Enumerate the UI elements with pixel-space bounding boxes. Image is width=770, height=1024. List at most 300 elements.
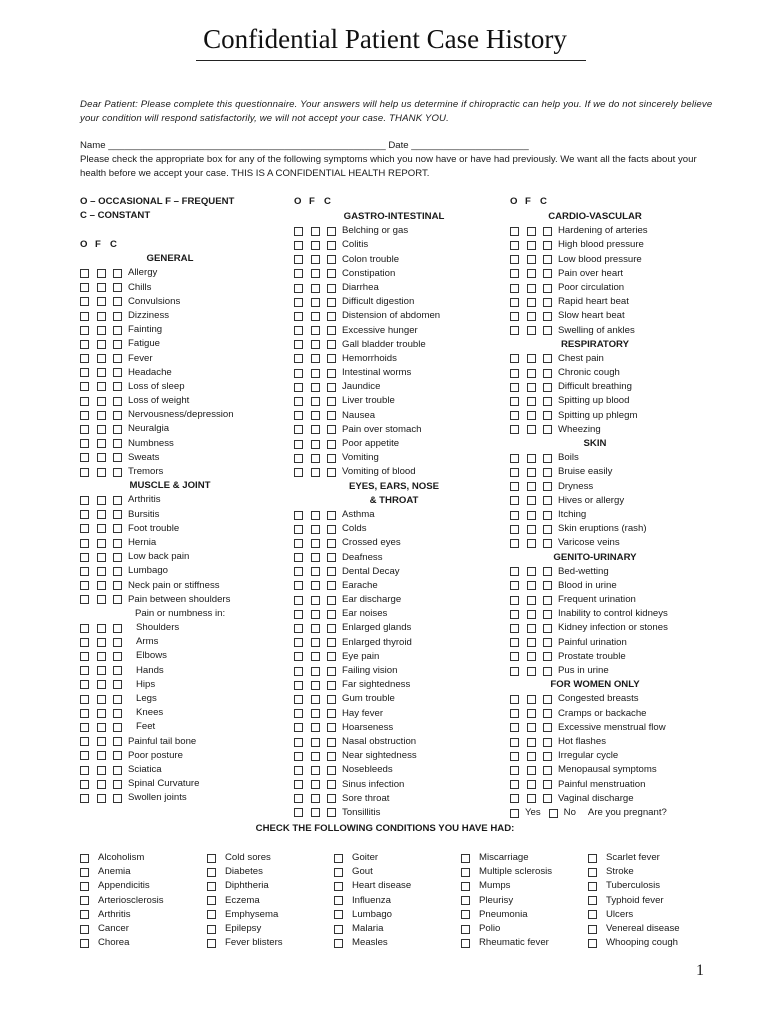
constant-checkbox[interactable] <box>113 624 122 633</box>
occasional-checkbox[interactable] <box>80 468 89 477</box>
occasional-checkbox[interactable] <box>294 709 303 718</box>
constant-checkbox[interactable] <box>327 723 336 732</box>
constant-checkbox[interactable] <box>543 567 552 576</box>
constant-checkbox[interactable] <box>543 354 552 363</box>
frequent-checkbox[interactable] <box>311 695 320 704</box>
constant-checkbox[interactable] <box>113 581 122 590</box>
frequent-checkbox[interactable] <box>311 340 320 349</box>
frequent-checkbox[interactable] <box>311 780 320 789</box>
constant-checkbox[interactable] <box>327 766 336 775</box>
constant-checkbox[interactable] <box>543 709 552 718</box>
occasional-checkbox[interactable] <box>80 510 89 519</box>
condition-checkbox[interactable] <box>461 854 470 863</box>
occasional-checkbox[interactable] <box>294 652 303 661</box>
occasional-checkbox[interactable] <box>510 723 519 732</box>
occasional-checkbox[interactable] <box>80 368 89 377</box>
frequent-checkbox[interactable] <box>311 539 320 548</box>
constant-checkbox[interactable] <box>113 780 122 789</box>
frequent-checkbox[interactable] <box>527 269 536 278</box>
constant-checkbox[interactable] <box>113 652 122 661</box>
condition-checkbox[interactable] <box>461 868 470 877</box>
frequent-checkbox[interactable] <box>527 482 536 491</box>
constant-checkbox[interactable] <box>113 695 122 704</box>
frequent-checkbox[interactable] <box>311 383 320 392</box>
occasional-checkbox[interactable] <box>510 255 519 264</box>
frequent-checkbox[interactable] <box>97 680 106 689</box>
constant-checkbox[interactable] <box>327 298 336 307</box>
constant-checkbox[interactable] <box>113 425 122 434</box>
occasional-checkbox[interactable] <box>80 496 89 505</box>
frequent-checkbox[interactable] <box>97 638 106 647</box>
occasional-checkbox[interactable] <box>294 794 303 803</box>
constant-checkbox[interactable] <box>113 680 122 689</box>
constant-checkbox[interactable] <box>543 511 552 520</box>
constant-checkbox[interactable] <box>113 567 122 576</box>
occasional-checkbox[interactable] <box>80 652 89 661</box>
constant-checkbox[interactable] <box>543 241 552 250</box>
condition-checkbox[interactable] <box>207 896 216 905</box>
frequent-checkbox[interactable] <box>311 511 320 520</box>
frequent-checkbox[interactable] <box>311 738 320 747</box>
occasional-checkbox[interactable] <box>510 581 519 590</box>
frequent-checkbox[interactable] <box>97 709 106 718</box>
constant-checkbox[interactable] <box>543 766 552 775</box>
occasional-checkbox[interactable] <box>510 425 519 434</box>
occasional-checkbox[interactable] <box>510 567 519 576</box>
frequent-checkbox[interactable] <box>311 624 320 633</box>
frequent-checkbox[interactable] <box>311 808 320 817</box>
constant-checkbox[interactable] <box>113 496 122 505</box>
condition-checkbox[interactable] <box>334 939 343 948</box>
occasional-checkbox[interactable] <box>294 581 303 590</box>
frequent-checkbox[interactable] <box>527 454 536 463</box>
constant-checkbox[interactable] <box>543 596 552 605</box>
frequent-checkbox[interactable] <box>97 794 106 803</box>
occasional-checkbox[interactable] <box>510 298 519 307</box>
frequent-checkbox[interactable] <box>97 326 106 335</box>
frequent-checkbox[interactable] <box>97 524 106 533</box>
frequent-checkbox[interactable] <box>311 766 320 775</box>
frequent-checkbox[interactable] <box>311 284 320 293</box>
constant-checkbox[interactable] <box>113 397 122 406</box>
frequent-checkbox[interactable] <box>97 666 106 675</box>
occasional-checkbox[interactable] <box>510 525 519 534</box>
constant-checkbox[interactable] <box>327 468 336 477</box>
condition-checkbox[interactable] <box>588 896 597 905</box>
condition-checkbox[interactable] <box>461 925 470 934</box>
constant-checkbox[interactable] <box>543 284 552 293</box>
constant-checkbox[interactable] <box>327 539 336 548</box>
constant-checkbox[interactable] <box>327 425 336 434</box>
occasional-checkbox[interactable] <box>80 425 89 434</box>
constant-checkbox[interactable] <box>113 312 122 321</box>
constant-checkbox[interactable] <box>543 496 552 505</box>
condition-checkbox[interactable] <box>334 910 343 919</box>
frequent-checkbox[interactable] <box>527 652 536 661</box>
occasional-checkbox[interactable] <box>510 539 519 548</box>
occasional-checkbox[interactable] <box>294 269 303 278</box>
frequent-checkbox[interactable] <box>527 567 536 576</box>
constant-checkbox[interactable] <box>327 227 336 236</box>
constant-checkbox[interactable] <box>543 667 552 676</box>
frequent-checkbox[interactable] <box>527 468 536 477</box>
occasional-checkbox[interactable] <box>510 468 519 477</box>
frequent-checkbox[interactable] <box>311 752 320 761</box>
constant-checkbox[interactable] <box>543 610 552 619</box>
occasional-checkbox[interactable] <box>294 525 303 534</box>
constant-checkbox[interactable] <box>113 638 122 647</box>
occasional-checkbox[interactable] <box>80 439 89 448</box>
frequent-checkbox[interactable] <box>527 581 536 590</box>
occasional-checkbox[interactable] <box>80 354 89 363</box>
constant-checkbox[interactable] <box>543 624 552 633</box>
occasional-checkbox[interactable] <box>80 283 89 292</box>
constant-checkbox[interactable] <box>113 723 122 732</box>
frequent-checkbox[interactable] <box>527 766 536 775</box>
constant-checkbox[interactable] <box>327 667 336 676</box>
frequent-checkbox[interactable] <box>311 255 320 264</box>
occasional-checkbox[interactable] <box>80 709 89 718</box>
constant-checkbox[interactable] <box>543 652 552 661</box>
constant-checkbox[interactable] <box>543 454 552 463</box>
constant-checkbox[interactable] <box>327 525 336 534</box>
constant-checkbox[interactable] <box>113 340 122 349</box>
occasional-checkbox[interactable] <box>510 511 519 520</box>
constant-checkbox[interactable] <box>113 411 122 420</box>
occasional-checkbox[interactable] <box>80 638 89 647</box>
occasional-checkbox[interactable] <box>294 284 303 293</box>
frequent-checkbox[interactable] <box>97 340 106 349</box>
condition-checkbox[interactable] <box>80 854 89 863</box>
occasional-checkbox[interactable] <box>294 227 303 236</box>
frequent-checkbox[interactable] <box>527 397 536 406</box>
frequent-checkbox[interactable] <box>527 780 536 789</box>
occasional-checkbox[interactable] <box>510 354 519 363</box>
condition-checkbox[interactable] <box>334 882 343 891</box>
condition-checkbox[interactable] <box>334 854 343 863</box>
occasional-checkbox[interactable] <box>294 312 303 321</box>
frequent-checkbox[interactable] <box>527 425 536 434</box>
constant-checkbox[interactable] <box>327 354 336 363</box>
occasional-checkbox[interactable] <box>80 751 89 760</box>
occasional-checkbox[interactable] <box>294 255 303 264</box>
occasional-checkbox[interactable] <box>80 595 89 604</box>
occasional-checkbox[interactable] <box>294 454 303 463</box>
occasional-checkbox[interactable] <box>80 524 89 533</box>
frequent-checkbox[interactable] <box>527 312 536 321</box>
condition-checkbox[interactable] <box>588 910 597 919</box>
occasional-checkbox[interactable] <box>80 666 89 675</box>
occasional-checkbox[interactable] <box>510 411 519 420</box>
frequent-checkbox[interactable] <box>311 369 320 378</box>
frequent-checkbox[interactable] <box>311 269 320 278</box>
constant-checkbox[interactable] <box>113 666 122 675</box>
frequent-checkbox[interactable] <box>311 326 320 335</box>
frequent-checkbox[interactable] <box>97 297 106 306</box>
occasional-checkbox[interactable] <box>294 539 303 548</box>
constant-checkbox[interactable] <box>113 354 122 363</box>
condition-checkbox[interactable] <box>461 939 470 948</box>
constant-checkbox[interactable] <box>327 369 336 378</box>
frequent-checkbox[interactable] <box>311 298 320 307</box>
frequent-checkbox[interactable] <box>527 624 536 633</box>
constant-checkbox[interactable] <box>113 524 122 533</box>
constant-checkbox[interactable] <box>327 581 336 590</box>
occasional-checkbox[interactable] <box>80 312 89 321</box>
occasional-checkbox[interactable] <box>294 411 303 420</box>
occasional-checkbox[interactable] <box>80 297 89 306</box>
occasional-checkbox[interactable] <box>294 780 303 789</box>
constant-checkbox[interactable] <box>327 624 336 633</box>
frequent-checkbox[interactable] <box>527 241 536 250</box>
occasional-checkbox[interactable] <box>80 397 89 406</box>
condition-checkbox[interactable] <box>80 925 89 934</box>
frequent-checkbox[interactable] <box>311 440 320 449</box>
occasional-checkbox[interactable] <box>80 780 89 789</box>
occasional-checkbox[interactable] <box>294 354 303 363</box>
constant-checkbox[interactable] <box>543 312 552 321</box>
name-date-line[interactable]: Name ____________________________________________________ Date ______________________ <box>80 140 529 151</box>
constant-checkbox[interactable] <box>327 808 336 817</box>
frequent-checkbox[interactable] <box>97 766 106 775</box>
frequent-checkbox[interactable] <box>527 227 536 236</box>
constant-checkbox[interactable] <box>327 255 336 264</box>
occasional-checkbox[interactable] <box>294 298 303 307</box>
condition-checkbox[interactable] <box>334 896 343 905</box>
constant-checkbox[interactable] <box>543 227 552 236</box>
frequent-checkbox[interactable] <box>527 667 536 676</box>
frequent-checkbox[interactable] <box>97 382 106 391</box>
occasional-checkbox[interactable] <box>510 496 519 505</box>
constant-checkbox[interactable] <box>113 766 122 775</box>
condition-checkbox[interactable] <box>207 910 216 919</box>
frequent-checkbox[interactable] <box>97 695 106 704</box>
constant-checkbox[interactable] <box>113 595 122 604</box>
frequent-checkbox[interactable] <box>311 468 320 477</box>
constant-checkbox[interactable] <box>113 269 122 278</box>
occasional-checkbox[interactable] <box>510 709 519 718</box>
constant-checkbox[interactable] <box>543 269 552 278</box>
occasional-checkbox[interactable] <box>294 425 303 434</box>
constant-checkbox[interactable] <box>327 284 336 293</box>
constant-checkbox[interactable] <box>327 312 336 321</box>
constant-checkbox[interactable] <box>327 567 336 576</box>
frequent-checkbox[interactable] <box>97 496 106 505</box>
pregnant-yes-checkbox[interactable] <box>510 809 519 818</box>
constant-checkbox[interactable] <box>327 454 336 463</box>
constant-checkbox[interactable] <box>327 397 336 406</box>
frequent-checkbox[interactable] <box>527 255 536 264</box>
occasional-checkbox[interactable] <box>510 766 519 775</box>
constant-checkbox[interactable] <box>113 751 122 760</box>
constant-checkbox[interactable] <box>327 340 336 349</box>
constant-checkbox[interactable] <box>543 525 552 534</box>
occasional-checkbox[interactable] <box>510 695 519 704</box>
constant-checkbox[interactable] <box>327 681 336 690</box>
frequent-checkbox[interactable] <box>527 354 536 363</box>
constant-checkbox[interactable] <box>543 298 552 307</box>
constant-checkbox[interactable] <box>327 610 336 619</box>
occasional-checkbox[interactable] <box>294 766 303 775</box>
constant-checkbox[interactable] <box>327 780 336 789</box>
constant-checkbox[interactable] <box>113 709 122 718</box>
occasional-checkbox[interactable] <box>510 454 519 463</box>
condition-checkbox[interactable] <box>588 854 597 863</box>
occasional-checkbox[interactable] <box>80 737 89 746</box>
occasional-checkbox[interactable] <box>510 652 519 661</box>
condition-checkbox[interactable] <box>588 939 597 948</box>
occasional-checkbox[interactable] <box>294 808 303 817</box>
frequent-checkbox[interactable] <box>311 681 320 690</box>
constant-checkbox[interactable] <box>327 440 336 449</box>
constant-checkbox[interactable] <box>543 638 552 647</box>
frequent-checkbox[interactable] <box>311 667 320 676</box>
occasional-checkbox[interactable] <box>294 369 303 378</box>
constant-checkbox[interactable] <box>543 255 552 264</box>
frequent-checkbox[interactable] <box>527 326 536 335</box>
frequent-checkbox[interactable] <box>527 284 536 293</box>
occasional-checkbox[interactable] <box>294 624 303 633</box>
occasional-checkbox[interactable] <box>294 723 303 732</box>
occasional-checkbox[interactable] <box>294 468 303 477</box>
frequent-checkbox[interactable] <box>97 595 106 604</box>
frequent-checkbox[interactable] <box>527 752 536 761</box>
condition-checkbox[interactable] <box>207 854 216 863</box>
frequent-checkbox[interactable] <box>97 567 106 576</box>
constant-checkbox[interactable] <box>113 439 122 448</box>
frequent-checkbox[interactable] <box>527 539 536 548</box>
constant-checkbox[interactable] <box>327 241 336 250</box>
occasional-checkbox[interactable] <box>510 326 519 335</box>
frequent-checkbox[interactable] <box>527 411 536 420</box>
constant-checkbox[interactable] <box>543 581 552 590</box>
occasional-checkbox[interactable] <box>510 312 519 321</box>
frequent-checkbox[interactable] <box>311 723 320 732</box>
constant-checkbox[interactable] <box>543 738 552 747</box>
constant-checkbox[interactable] <box>327 411 336 420</box>
frequent-checkbox[interactable] <box>97 425 106 434</box>
constant-checkbox[interactable] <box>327 709 336 718</box>
constant-checkbox[interactable] <box>113 794 122 803</box>
constant-checkbox[interactable] <box>327 383 336 392</box>
frequent-checkbox[interactable] <box>311 610 320 619</box>
frequent-checkbox[interactable] <box>311 553 320 562</box>
constant-checkbox[interactable] <box>327 596 336 605</box>
frequent-checkbox[interactable] <box>97 723 106 732</box>
occasional-checkbox[interactable] <box>294 553 303 562</box>
frequent-checkbox[interactable] <box>97 539 106 548</box>
occasional-checkbox[interactable] <box>80 680 89 689</box>
occasional-checkbox[interactable] <box>510 241 519 250</box>
occasional-checkbox[interactable] <box>80 695 89 704</box>
constant-checkbox[interactable] <box>113 368 122 377</box>
frequent-checkbox[interactable] <box>527 695 536 704</box>
condition-checkbox[interactable] <box>207 939 216 948</box>
frequent-checkbox[interactable] <box>527 596 536 605</box>
occasional-checkbox[interactable] <box>510 752 519 761</box>
occasional-checkbox[interactable] <box>294 326 303 335</box>
condition-checkbox[interactable] <box>461 882 470 891</box>
frequent-checkbox[interactable] <box>527 298 536 307</box>
constant-checkbox[interactable] <box>113 553 122 562</box>
frequent-checkbox[interactable] <box>527 709 536 718</box>
frequent-checkbox[interactable] <box>311 567 320 576</box>
frequent-checkbox[interactable] <box>311 596 320 605</box>
frequent-checkbox[interactable] <box>97 453 106 462</box>
occasional-checkbox[interactable] <box>80 411 89 420</box>
frequent-checkbox[interactable] <box>97 397 106 406</box>
frequent-checkbox[interactable] <box>311 425 320 434</box>
condition-checkbox[interactable] <box>588 925 597 934</box>
occasional-checkbox[interactable] <box>80 269 89 278</box>
constant-checkbox[interactable] <box>113 510 122 519</box>
occasional-checkbox[interactable] <box>294 638 303 647</box>
frequent-checkbox[interactable] <box>311 227 320 236</box>
occasional-checkbox[interactable] <box>294 752 303 761</box>
frequent-checkbox[interactable] <box>97 468 106 477</box>
condition-checkbox[interactable] <box>80 882 89 891</box>
occasional-checkbox[interactable] <box>294 440 303 449</box>
frequent-checkbox[interactable] <box>311 638 320 647</box>
frequent-checkbox[interactable] <box>527 738 536 747</box>
frequent-checkbox[interactable] <box>97 283 106 292</box>
occasional-checkbox[interactable] <box>80 766 89 775</box>
occasional-checkbox[interactable] <box>80 624 89 633</box>
occasional-checkbox[interactable] <box>80 539 89 548</box>
condition-checkbox[interactable] <box>588 882 597 891</box>
constant-checkbox[interactable] <box>113 382 122 391</box>
condition-checkbox[interactable] <box>588 868 597 877</box>
constant-checkbox[interactable] <box>113 297 122 306</box>
constant-checkbox[interactable] <box>327 638 336 647</box>
frequent-checkbox[interactable] <box>97 312 106 321</box>
constant-checkbox[interactable] <box>543 397 552 406</box>
frequent-checkbox[interactable] <box>311 241 320 250</box>
occasional-checkbox[interactable] <box>294 383 303 392</box>
condition-checkbox[interactable] <box>334 868 343 877</box>
condition-checkbox[interactable] <box>80 939 89 948</box>
frequent-checkbox[interactable] <box>97 368 106 377</box>
constant-checkbox[interactable] <box>543 794 552 803</box>
occasional-checkbox[interactable] <box>510 780 519 789</box>
occasional-checkbox[interactable] <box>294 681 303 690</box>
occasional-checkbox[interactable] <box>294 610 303 619</box>
occasional-checkbox[interactable] <box>510 397 519 406</box>
occasional-checkbox[interactable] <box>80 581 89 590</box>
frequent-checkbox[interactable] <box>527 525 536 534</box>
frequent-checkbox[interactable] <box>97 581 106 590</box>
occasional-checkbox[interactable] <box>510 269 519 278</box>
occasional-checkbox[interactable] <box>510 383 519 392</box>
occasional-checkbox[interactable] <box>294 340 303 349</box>
occasional-checkbox[interactable] <box>510 482 519 491</box>
occasional-checkbox[interactable] <box>294 596 303 605</box>
occasional-checkbox[interactable] <box>294 511 303 520</box>
frequent-checkbox[interactable] <box>311 312 320 321</box>
condition-checkbox[interactable] <box>207 882 216 891</box>
constant-checkbox[interactable] <box>543 326 552 335</box>
frequent-checkbox[interactable] <box>311 652 320 661</box>
occasional-checkbox[interactable] <box>294 738 303 747</box>
occasional-checkbox[interactable] <box>294 667 303 676</box>
frequent-checkbox[interactable] <box>311 397 320 406</box>
frequent-checkbox[interactable] <box>311 794 320 803</box>
pregnant-no-checkbox[interactable] <box>549 809 558 818</box>
occasional-checkbox[interactable] <box>80 382 89 391</box>
constant-checkbox[interactable] <box>113 737 122 746</box>
constant-checkbox[interactable] <box>327 794 336 803</box>
condition-checkbox[interactable] <box>461 910 470 919</box>
